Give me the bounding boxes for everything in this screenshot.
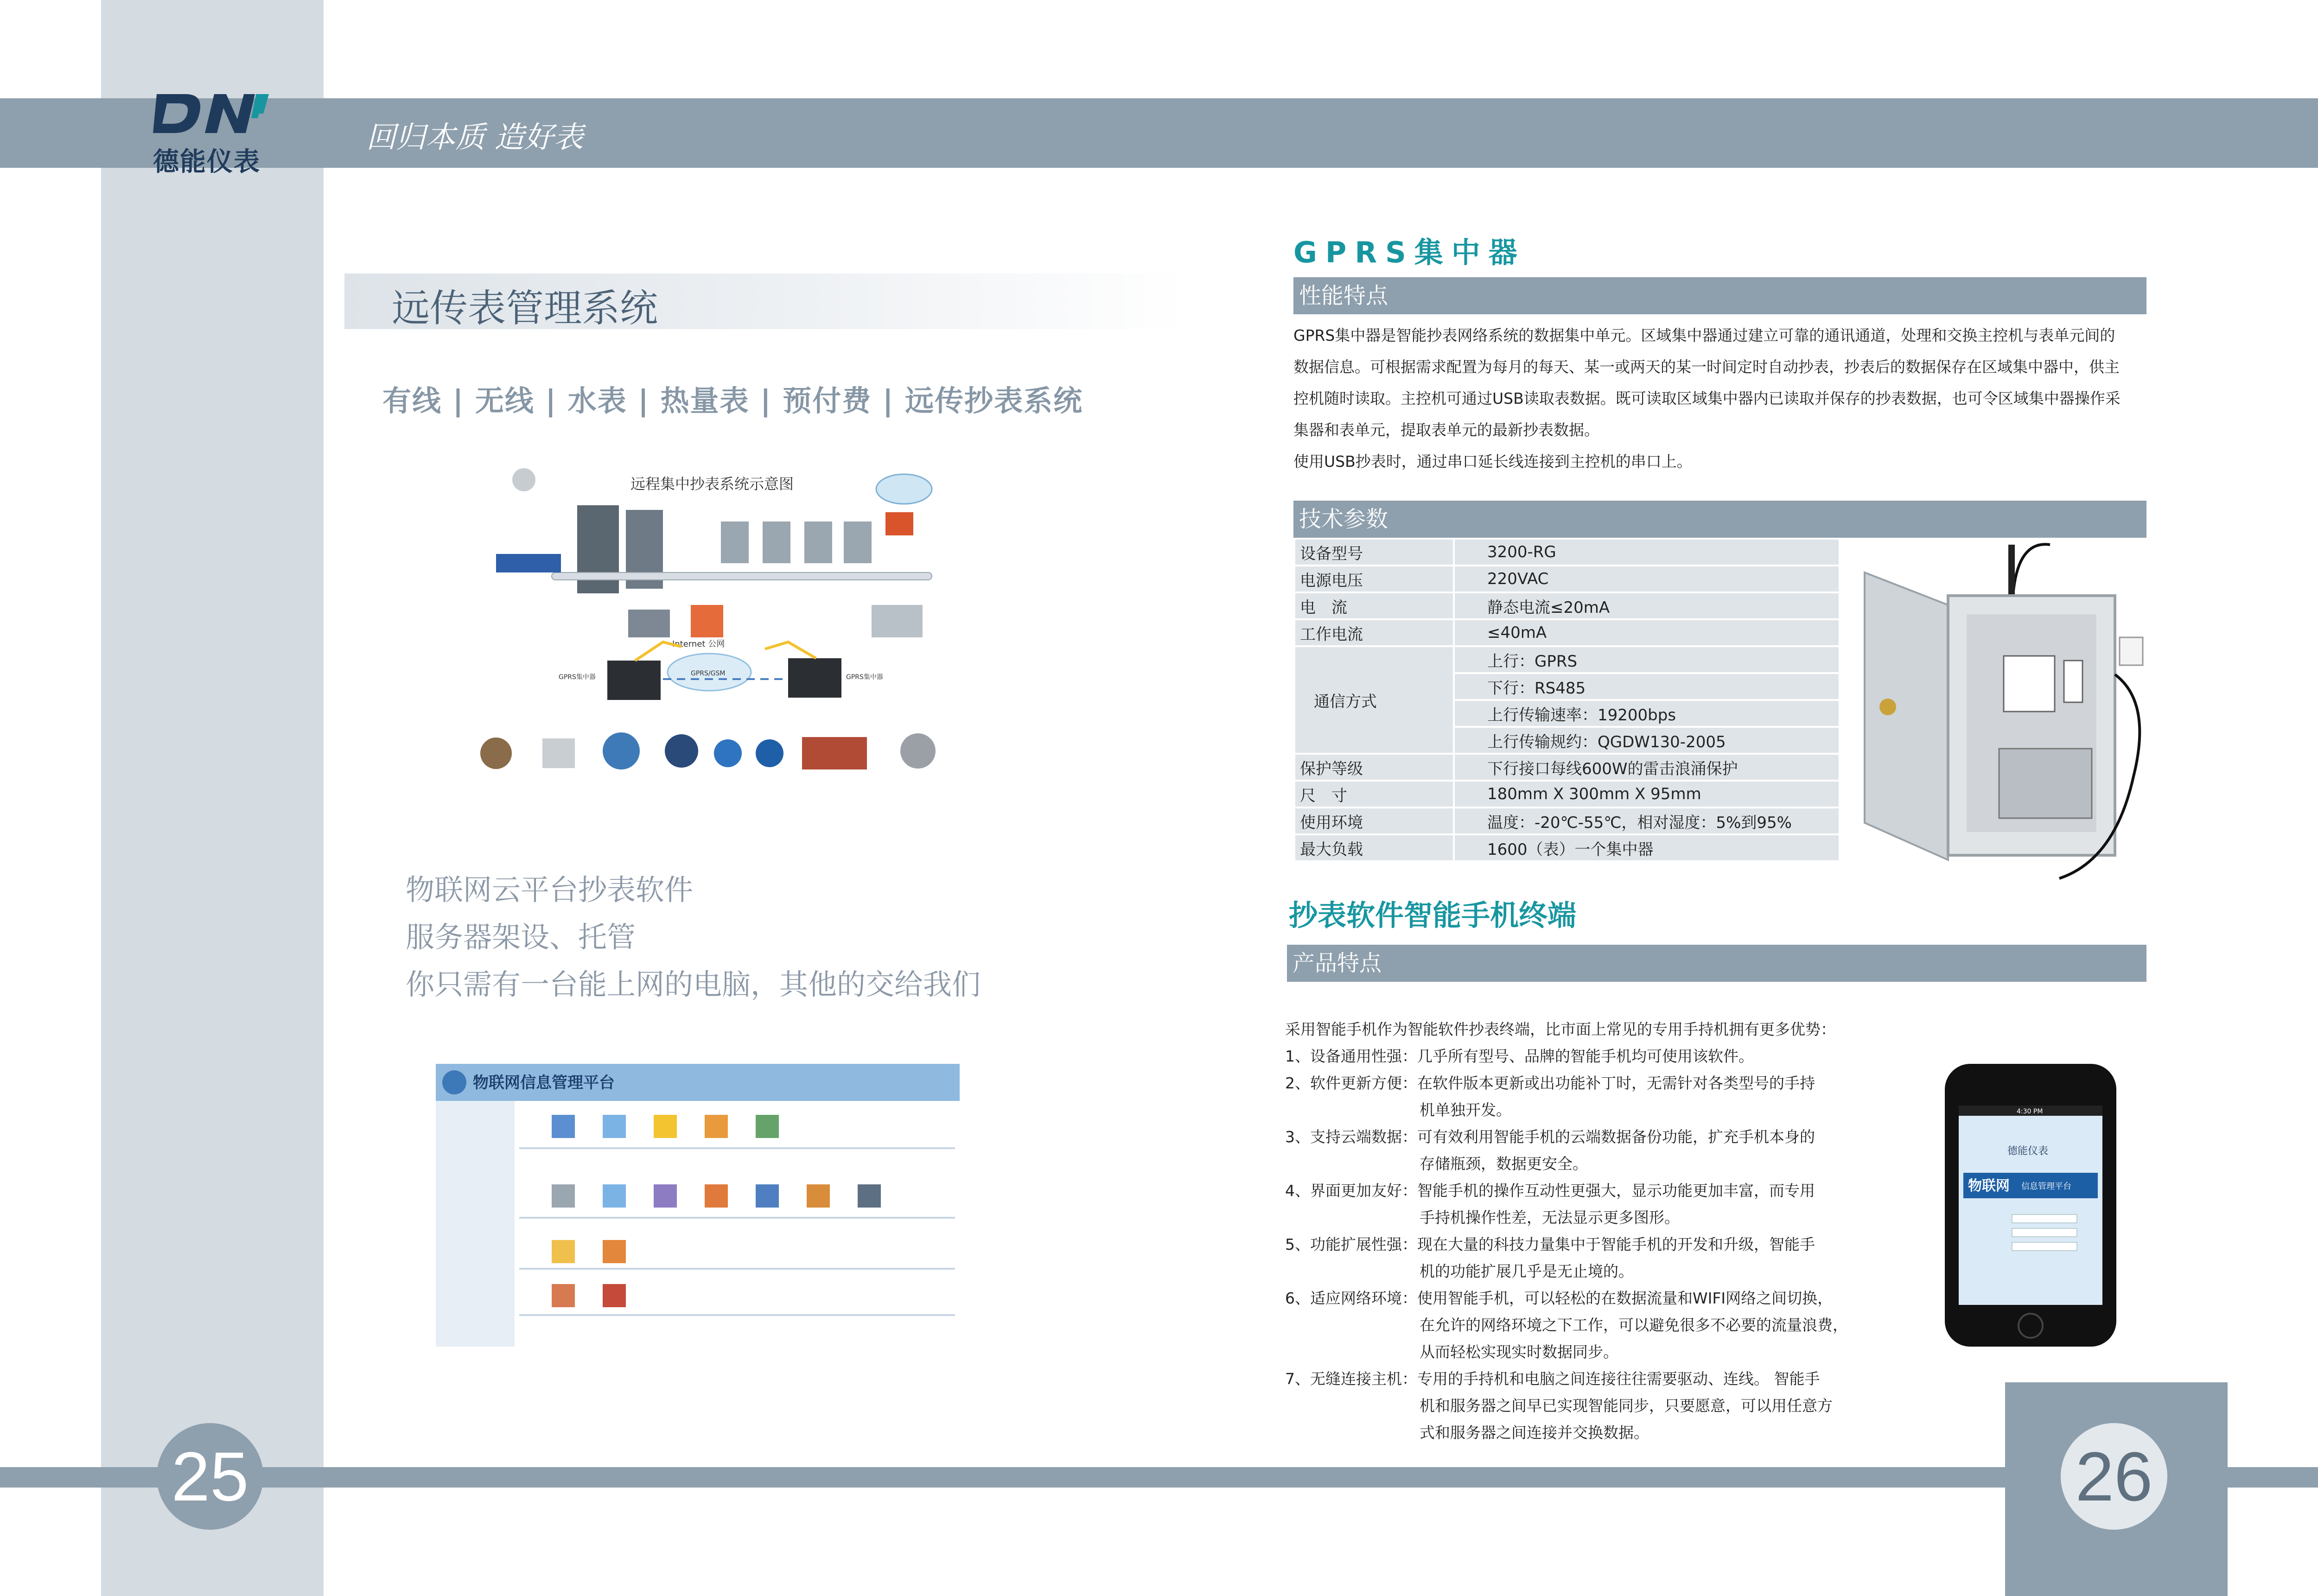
feature-head: 1、设备通用性强：	[1285, 1047, 1417, 1065]
table-row	[1295, 755, 1839, 780]
login-field	[2012, 1242, 2077, 1251]
feature-text: 机的功能扩展几乎是无止境的。	[1420, 1262, 1634, 1280]
app-icon	[705, 1184, 728, 1208]
spec-label: 电源电压	[1295, 566, 1453, 591]
app-icon	[603, 1240, 626, 1263]
spec-label: 保护等级	[1295, 755, 1453, 780]
feature-text: 机单独开发。	[1420, 1101, 1511, 1119]
table-row	[1295, 593, 1839, 618]
meter-icon	[714, 739, 742, 767]
meter-icon	[603, 732, 640, 769]
meter-icon	[900, 733, 936, 769]
meter-icon	[756, 739, 783, 767]
table-row	[1295, 540, 1839, 565]
wireless-link-icon	[635, 642, 681, 661]
phone-screen	[1959, 1106, 2102, 1305]
feature-text: 在软件版本更新或出功能补丁时，无需针对各类型号的手持	[1417, 1074, 1815, 1092]
spec-value: 下行：RS485	[1455, 674, 1839, 699]
breaker-icon	[2064, 661, 2082, 702]
diagram-title: 远程集中抄表系统示意图	[630, 475, 794, 493]
concentrator-icon	[788, 658, 841, 698]
feature-head: 3、支持云端数据：	[1285, 1128, 1417, 1146]
network-bus	[552, 572, 932, 580]
app-sidebar	[436, 1101, 515, 1347]
login-field	[2012, 1214, 2077, 1223]
smartphone-image	[1942, 1062, 2119, 1349]
app-icon	[654, 1115, 677, 1138]
server-tower-icon	[804, 521, 832, 563]
app-logo-icon	[442, 1070, 466, 1094]
lock-icon	[1879, 699, 1896, 715]
table-row	[1295, 835, 1839, 860]
software-screenshot	[436, 1064, 960, 1347]
spec-value: 180mm X 300mm X 95mm	[1455, 782, 1839, 807]
server-tower-icon	[763, 521, 790, 563]
spec-label: 最大负载	[1295, 835, 1453, 860]
feature-head: 7、无缝连接主机：	[1285, 1370, 1417, 1388]
spec-label: 尺 寸	[1295, 782, 1453, 807]
concentrator-module-icon	[1999, 749, 2092, 818]
plug-icon	[2120, 637, 2143, 665]
header-band	[0, 98, 2318, 168]
feature-text: 手持机操作性差，无法显示更多图形。	[1420, 1208, 1680, 1227]
app-icon	[807, 1184, 830, 1208]
list-item	[1285, 1366, 1865, 1446]
phone-brand: 德能仪表	[2007, 1145, 2049, 1157]
cloud-icon	[876, 474, 932, 504]
list-item	[1285, 1285, 1865, 1366]
gprs-concentrator-photo	[1855, 535, 2152, 897]
footer-band	[0, 1467, 2318, 1488]
concentrator-icon	[607, 661, 661, 700]
promo-line-1: 物联网云平台抄表软件	[406, 873, 694, 907]
app-icon	[603, 1184, 626, 1208]
pc-icon	[628, 610, 670, 637]
concentrator-label: GPRS集中器	[846, 674, 883, 681]
app-icon	[756, 1115, 779, 1138]
table-row	[1295, 566, 1839, 591]
feature-text: 机和服务器之间早已实现智能同步，只要愿意，可以用任意方	[1420, 1397, 1833, 1415]
server-tower-icon	[721, 521, 749, 563]
list-item	[1285, 1043, 1865, 1070]
feature-text: 可有效利用智能手机的云端数据备份功能，扩充手机本身的	[1417, 1128, 1815, 1146]
meter-icon	[665, 734, 698, 768]
concentrator-label: GPRS集中器	[559, 674, 596, 681]
table-row	[1295, 808, 1839, 833]
satellite-dish-icon	[512, 468, 535, 491]
spec-table	[1293, 538, 1840, 862]
feature-text: 智能手机的操作互动性更强大，显示功能更加丰富，而专用	[1417, 1182, 1815, 1200]
feature-head: 4、界面更加友好：	[1285, 1182, 1417, 1200]
firewall-icon	[885, 512, 913, 535]
phone-platform-sub: 信息管理平台	[2021, 1182, 2071, 1191]
feature-text: 使用智能手机，可以轻松的在数据流量和WIFI网络之间切换，	[1417, 1289, 1833, 1307]
login-field	[2012, 1228, 2077, 1237]
spec-label: 工作电流	[1295, 620, 1453, 645]
phone-time: 4:30 PM	[2017, 1108, 2043, 1115]
feature-text: 存储瓶颈，数据更安全。	[1420, 1155, 1588, 1173]
meter-row	[480, 732, 936, 769]
firewall-icon	[691, 605, 723, 637]
app-terminal-title: 抄表软件智能手机终端	[1289, 898, 1577, 932]
app-icon	[756, 1184, 779, 1208]
list-item	[1285, 1070, 1865, 1124]
spec-label: 电 流	[1295, 593, 1453, 618]
product-features	[1285, 1016, 1865, 1446]
feature-head: 5、功能扩展性强：	[1285, 1235, 1417, 1253]
promo-line-2: 服务器架设、托管	[406, 920, 636, 954]
feature-text: 在允许的网络环境之下工作，可以避免很多不必要的流量浪费，	[1420, 1316, 1848, 1334]
brand-name: 德能仪表	[153, 147, 261, 177]
table-row	[1295, 782, 1839, 807]
perf-paragraph: GPRS集中器是智能抄表网络系统的数据集中单元。区域集中器通过建立可靠的通讯通道，处理和交换主控机与表单元间的数据信息。可根据需求配置为每月的每天、某一或两天的某一时间定时自动抄表，抄表后的数据保存在区域集中器中，供主控机随时读取。主控机可通过USB读取表数据。既可读取区域集中器内已读取并保存的抄表数据，也可令区域集中器操作采集器和表单元，提取表单元的最新抄表数据。	[1293, 326, 2121, 439]
spec-value: 温度：-20℃-55℃，相对湿度：5%到95%	[1455, 808, 1839, 833]
gprs-title: GPRS集中器	[1293, 235, 1526, 269]
app-icon	[603, 1284, 626, 1307]
app-icon	[552, 1240, 575, 1263]
spec-value: 3200-RG	[1455, 540, 1839, 565]
spec-value: 静态电流≤20mA	[1455, 593, 1839, 618]
keyword-line: 有线 | 无线 | 水表 | 热量表 | 预付费 | 远传抄表系统	[382, 384, 1083, 418]
system-diagram	[468, 466, 978, 790]
switch-icon	[496, 554, 561, 572]
app-icon	[552, 1184, 575, 1208]
feature-head: 6、适应网络环境：	[1285, 1289, 1417, 1307]
phone-platform-title: 物联网	[1968, 1178, 2010, 1194]
table-row	[1295, 620, 1839, 645]
feature-text: 式和服务器之间连接并交换数据。	[1420, 1424, 1649, 1442]
feature-text: 几乎所有型号、品牌的智能手机均可使用该软件。	[1417, 1047, 1754, 1065]
perf-paragraph: 使用USB抄表时，通过串口延长线连接到主控机的串口上。	[1293, 452, 1692, 471]
app-icon	[552, 1284, 575, 1307]
house-icon	[802, 737, 867, 769]
server-tower-icon	[844, 521, 872, 563]
spec-value: 220VAC	[1455, 566, 1839, 591]
list-item	[1285, 1177, 1865, 1231]
meter-icon	[542, 738, 575, 768]
spec-value: 下行接口每线600W的雷击浪涌保护	[1455, 755, 1839, 780]
section-title: 远传表管理系统	[392, 286, 658, 331]
app-title: 物联网信息管理平台	[473, 1074, 615, 1092]
dn-logo-icon	[153, 90, 269, 137]
promo-line-3: 你只需有一台能上网的电脑，其他的交给我们	[406, 967, 981, 1001]
list-item	[1285, 1124, 1865, 1177]
feature-text: 从而轻松实现实时数据同步。	[1420, 1343, 1618, 1361]
app-icon	[705, 1115, 728, 1138]
printer-icon	[872, 605, 923, 637]
list-item	[1285, 1231, 1865, 1285]
table-row	[1295, 647, 1839, 672]
spec-value: 1600（表）一个集中器	[1455, 835, 1839, 860]
feature-text: 专用的手持机和电脑之间连接往往需要驱动、连线。 智能手	[1417, 1370, 1820, 1388]
left-side-panel	[101, 0, 324, 1596]
product-heading: 产品特点	[1287, 945, 2146, 982]
cabinet-door	[1865, 572, 1948, 860]
tech-heading: 技术参数	[1293, 501, 2146, 538]
slogan: 回归本质 造好表	[366, 121, 584, 155]
product-intro: 采用智能手机作为智能软件抄表终端，比市面上常见的专用手持机拥有更多优势：	[1285, 1020, 1836, 1038]
spec-label: 通信方式	[1295, 647, 1453, 753]
perf-description	[1293, 320, 2128, 477]
gprs-label: GPRS/GSM	[691, 670, 726, 677]
perf-heading: 性能特点	[1293, 277, 2146, 314]
wireless-link-icon	[765, 642, 816, 658]
spec-label: 使用环境	[1295, 808, 1453, 833]
feature-text: 现在大量的科技力量集中于智能手机的开发和升级，智能手	[1417, 1235, 1815, 1253]
page-number-right: 26	[2061, 1423, 2167, 1530]
spec-value: 上行传输速率：19200bps	[1455, 701, 1839, 726]
app-icon	[858, 1184, 881, 1208]
app-icon	[603, 1115, 626, 1138]
spec-value: 上行传输规约：QGDW130-2005	[1455, 728, 1839, 753]
feature-head: 2、软件更新方便：	[1285, 1074, 1417, 1092]
internet-label: Internet 公网	[672, 639, 725, 649]
page-number-left: 25	[157, 1423, 263, 1530]
meter-module-icon	[2004, 656, 2055, 712]
app-icon	[654, 1184, 677, 1208]
spec-value: ≤40mA	[1455, 620, 1839, 645]
spec-label: 设备型号	[1295, 540, 1453, 565]
spec-value: 上行：GPRS	[1455, 647, 1839, 672]
app-icon	[552, 1115, 575, 1138]
meter-icon	[480, 738, 512, 769]
